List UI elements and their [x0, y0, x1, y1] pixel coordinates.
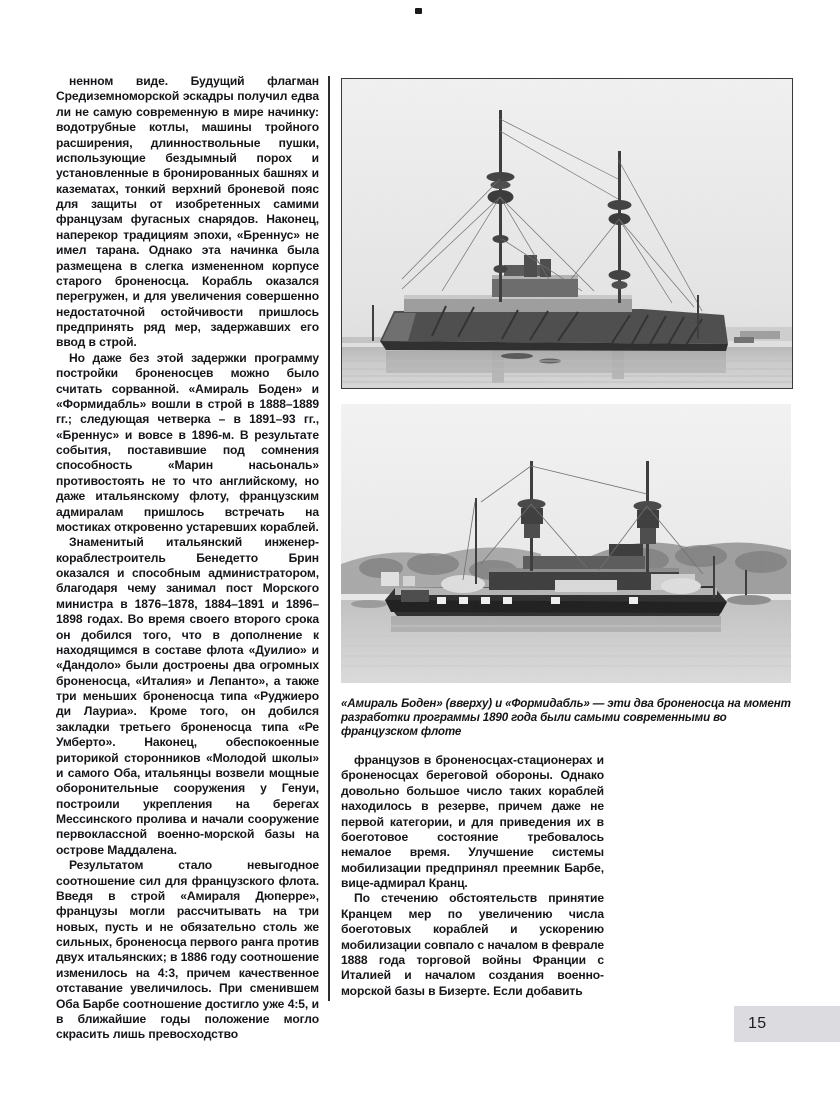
scan-artifact-speck	[415, 8, 422, 14]
right-text-column	[341, 753, 604, 999]
page-number: 15	[748, 1015, 767, 1032]
paragraph: По стечению обстоятельств принятие Кранцем мер по увеличению числа боеготовых кораблей и ускорению мобилизации совпало с началом в феврале 1888 года торговой войны Франции с Италией и началом создания военно-морской базы в Бизерте. Если добавить	[341, 891, 604, 998]
paragraph: Знаменитый итальянский инженер-кораблестроитель Бенедетто Брин оказался и способным администратором, благодаря чему занимал пост Морского министра в 1876–1878, 1884–1891 и 1896–1898 годах. Во время своего второго срока он добился того, что в дополнение к находящимся в составе флота «Дуилио» и «Дандоло» были достроены два огромных броненосца, «Италия» и Лепанто», а также три меньших броненосца типа «Руджиеро ди Лауриа». Кроме того, он добился закладки третьего броненосца типа «Ре Умберто». Наконец, обеспокоенные риторикой сторонников «Молодой школы» и самого Оба, итальянцы возвели мощные оборонительные сооружения у Генуи, построили укрепления на берегах Мессинского пролива и начали сооружение первоклассной военно-морской базы на острове Маддалена.	[56, 535, 319, 857]
photo-amiral-baudin	[341, 78, 793, 389]
paragraph: Результатом стало невыгодное соотношение сил для французского флота. Введя в строй «Амираля Дюперре», французы могли рассчитывать на три новых, пусть и не обязательно столь же сильных, броненосца первого ранга против двух итальянских; в 1886 году соотношение изменилось на 4:3, причем качественное отставание увеличилось. При сменившем Оба Барбе соотношение достигло уже 4:5, и в ближайшие годы положение могло скрасить лишь превосходство	[56, 858, 319, 1042]
column-divider-rule	[328, 76, 330, 1001]
paragraph: Но даже без этой задержки программу постройки броненосцев можно было считать сорванной. «Амираль Боден» и «Формидабль» вошли в строй в 1888–1889 гг.; следующая четверка – в 1891–93 гг., «Бреннус» и вовсе в 1896-м. В результате события, поставившие под сомнения способность «Марин насьональ» противостоять не то что английскому, но даже итальянскому флоту, французским адмиралам пришлось встречать на мостиках откровенно устаревших кораблей.	[56, 350, 319, 534]
photo-formidable	[341, 404, 791, 683]
paragraph: ненном виде. Будущий флагман Средиземноморской эскадры получил едва ли не самую современную в мире начинку: водотрубные котлы, машины тройного расширения, длинноствольные пушки, использующие бездымный порох и установленные в бронированных башнях и казематах, тонкий верхний броневой пояс для защиты от изобретенных самими французам фугасных снарядов. Наконец, наперекор традициям эпохи, «Бреннус» не имел тарана. Однако эта начинка была размещена в слегка измененном корпусе старого броненосца. Корабль оказался перегружен, и для увеличения совершенно недостаточной остойчивости пришлось предпринять ряд мер, задержавших его ввод в строй.	[56, 74, 319, 350]
paragraph: французов в броненосцах-стационерах и броненосцах береговой обороны. Однако довольно большое число таких кораблей находилось в резерве, причем даже не первой категории, и для приведения их в боеготовое состояние требовалось немалое время. Улучшение системы мобилизации предпринял преемник Барбе, вице-адмирал Кранц.	[341, 753, 604, 890]
left-text-column	[56, 74, 319, 1043]
photo-caption: «Амираль Боден» (вверху) и «Формидабль» — эти два броненосца на момент разработки программы 1890 года были самыми современными во французском флоте	[341, 697, 791, 739]
